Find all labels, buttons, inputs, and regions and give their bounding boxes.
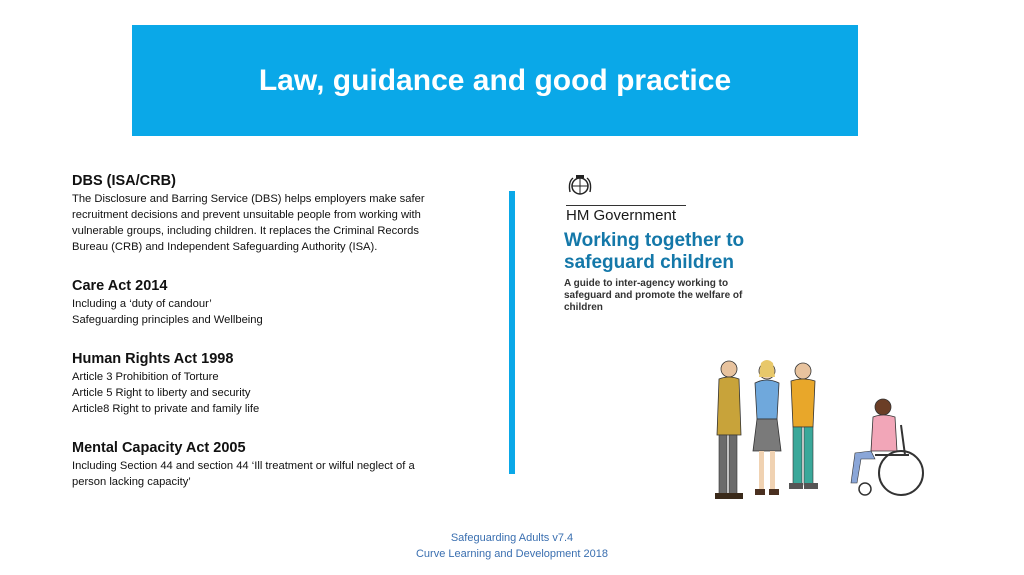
page-title: Law, guidance and good practice [258,63,732,97]
people-illustration [705,355,935,515]
section-title: Human Rights Act 1998 [72,351,234,367]
footer [0,530,1024,562]
guidance-document-image [562,174,772,314]
section-line: The Disclosure and Barring Service (DBS) helps employers make safer [72,193,425,205]
section-line: Article 3 Prohibition of Torture [72,371,219,383]
section-line: Article 5 Right to liberty and security [72,387,251,399]
section-care-act [72,277,472,328]
document-title-line: Working together to [564,230,745,251]
royal-crest-icon [567,174,593,198]
section-line: Article8 Right to private and family life [72,403,260,415]
section-line: Safeguarding principles and Wellbeing [72,314,263,326]
section-title: Mental Capacity Act 2005 [72,440,246,456]
section-line: Including Section 44 and section 44 ‘Ill treatment or wilful neglect of a [72,460,415,472]
section-line: Including a ‘duty of candour’ [72,298,212,310]
section-mental-capacity [72,439,472,490]
section-title: Care Act 2014 [72,278,168,294]
document-subtitle: A guide to inter-agency working to safeguard and promote the welfare of children [564,278,743,313]
title-banner [132,25,858,136]
section-line: Bureau (CRB) and Independent Safeguarding Authority (ISA). [72,241,378,253]
section-line: person lacking capacity’ [72,476,191,488]
footer-org: Curve Learning and Development 2018 [415,548,609,560]
publisher-name: HM Government [566,205,686,224]
section-title: DBS (ISA/CRB) [72,173,176,189]
person-figure [789,363,818,489]
section-dbs [72,172,472,255]
footer-version: Safeguarding Adults v7.4 [450,532,574,544]
person-figure [753,360,781,495]
vertical-divider [509,191,515,474]
section-line: vulnerable groups, including children. It replaces the Criminal Records [72,225,419,237]
content-column [72,172,472,506]
wheelchair-user-figure [851,399,923,495]
document-title-line: safeguard children [564,252,734,273]
person-figure [715,361,743,499]
section-human-rights [72,350,472,417]
section-line: recruitment decisions and prevent unsuitable people from working with [72,209,421,221]
